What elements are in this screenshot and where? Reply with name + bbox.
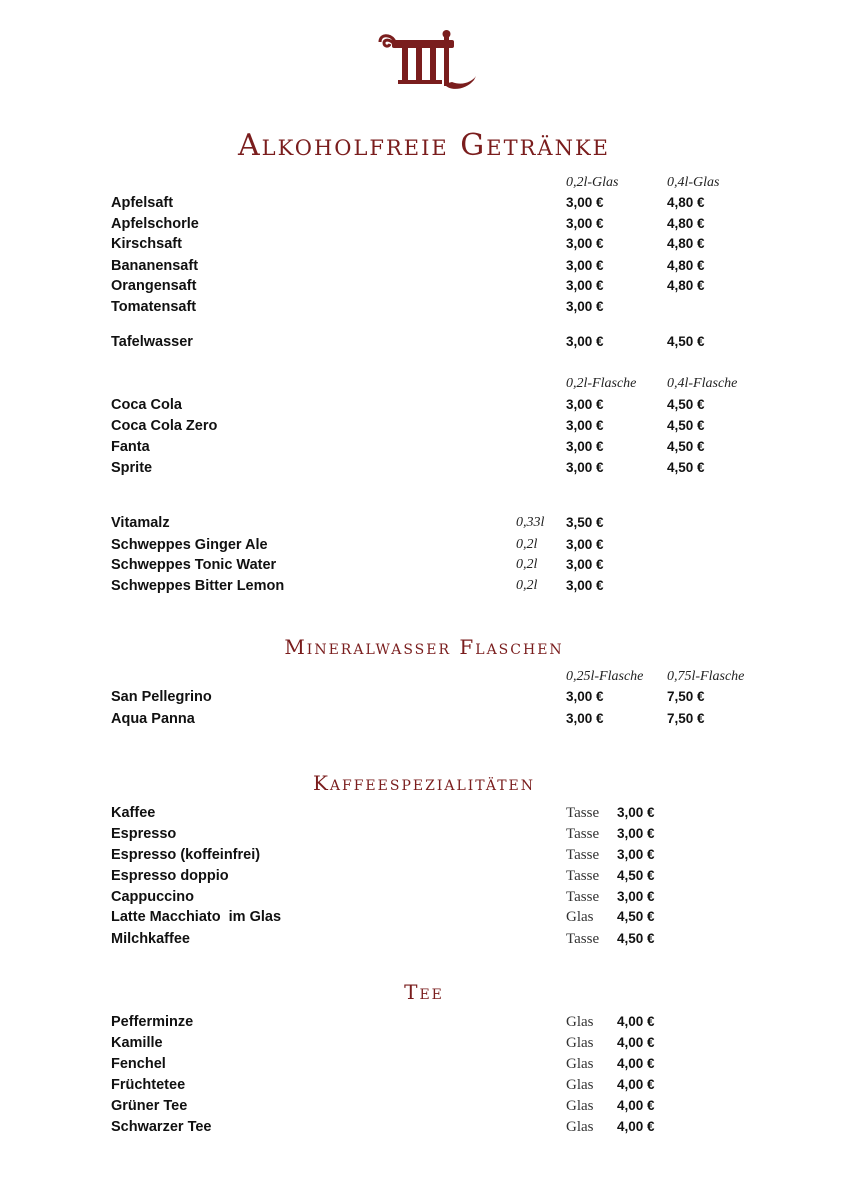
item-unit: Glas (566, 1119, 594, 1135)
menu-row (0, 1098, 848, 1119)
menu-row (0, 460, 848, 481)
price-small: 3,00 € (566, 418, 604, 433)
item-price: 4,50 € (617, 868, 655, 883)
menu-row (0, 299, 848, 320)
item-name: Tomatensaft (111, 299, 197, 315)
header-mineral-small: 0,25l-Flasche (566, 669, 644, 684)
menu-row (0, 258, 848, 279)
item-unit: Tasse (566, 889, 600, 905)
item-name: Sprite (111, 460, 153, 476)
item-price: 3,00 € (566, 578, 604, 593)
menu-row (0, 216, 848, 237)
header-mineral-large: 0,75l-Flasche (667, 669, 745, 684)
item-name: Aqua Panna (111, 711, 195, 727)
item-unit: Glas (566, 909, 594, 925)
price-large: 4,50 € (667, 334, 705, 349)
item-name: Schweppes Tonic Water (111, 557, 277, 573)
item-unit: Glas (566, 1077, 594, 1093)
menu-row (0, 278, 848, 299)
item-unit: Tasse (566, 805, 600, 821)
menu-row (0, 557, 848, 578)
item-name: Kamille (111, 1035, 163, 1051)
item-name: Espresso (111, 826, 177, 842)
item-name: Kaffee (111, 805, 156, 821)
menu-row (0, 909, 848, 930)
price-small: 3,00 € (566, 236, 604, 251)
menu-row (0, 711, 848, 732)
menu-row (0, 1014, 848, 1035)
price-large: 4,80 € (667, 195, 705, 210)
price-large: 4,80 € (667, 258, 705, 273)
header-glas-small: 0,2l-Glas (566, 175, 619, 190)
menu-row (0, 847, 848, 868)
menu-row (0, 515, 848, 536)
price-small: 3,00 € (566, 397, 604, 412)
section-title-mineralwasser: Mineralwasser Flaschen (284, 635, 564, 659)
item-name: Fanta (111, 439, 150, 455)
menu-row (0, 1056, 848, 1077)
price-small: 3,00 € (566, 334, 604, 349)
item-price: 4,00 € (617, 1098, 655, 1113)
item-price: 4,00 € (617, 1077, 655, 1092)
price-small: 3,00 € (566, 689, 604, 704)
menu-row (0, 537, 848, 558)
item-name: Espresso doppio (111, 868, 229, 884)
menu-row (0, 195, 848, 216)
menu-row (0, 439, 848, 460)
item-unit: Tasse (566, 868, 600, 884)
item-price: 4,50 € (617, 931, 655, 946)
menu-row (0, 1119, 848, 1140)
item-volume: 0,2l (516, 557, 538, 572)
item-volume: 0,33l (516, 515, 545, 530)
item-name: Latte Macchiato im Glas (111, 909, 282, 925)
menu-row (0, 397, 848, 418)
price-small: 3,00 € (566, 216, 604, 231)
item-unit: Glas (566, 1056, 594, 1072)
item-name: Grüner Tee (111, 1098, 188, 1114)
price-large: 4,50 € (667, 418, 705, 433)
item-price: 4,00 € (617, 1014, 655, 1029)
price-large: 7,50 € (667, 711, 705, 726)
item-name: Coca Cola (111, 397, 182, 413)
item-price: 3,00 € (566, 557, 604, 572)
item-name: Orangensaft (111, 278, 197, 294)
section-title-alkoholfreie-getraenke: Alkoholfreie Getränke (238, 128, 610, 163)
price-large: 4,80 € (667, 278, 705, 293)
item-name: Espresso (koffeinfrei) (111, 847, 261, 863)
price-small: 3,00 € (566, 711, 604, 726)
menu-row (0, 931, 848, 952)
item-name: Fenchel (111, 1056, 166, 1072)
price-small: 3,00 € (566, 299, 604, 314)
item-price: 4,00 € (617, 1119, 655, 1134)
item-name: Schwarzer Tee (111, 1119, 212, 1135)
header-flasche-large: 0,4l-Flasche (667, 376, 738, 391)
menu-row (0, 418, 848, 439)
restaurant-logo-icon (376, 30, 480, 92)
menu-row (0, 689, 848, 710)
section-title-kaffeespezialitaeten: Kaffeespezialitäten (312, 771, 536, 795)
item-name: Vitamalz (111, 515, 170, 531)
item-volume: 0,2l (516, 578, 538, 593)
menu-row (0, 889, 848, 910)
item-unit: Tasse (566, 826, 600, 842)
item-name: Tafelwasser (111, 334, 193, 350)
price-small: 3,00 € (566, 195, 604, 210)
item-unit: Glas (566, 1098, 594, 1114)
item-name: Kirschsaft (111, 236, 182, 252)
item-unit: Tasse (566, 847, 600, 863)
item-price: 3,00 € (617, 889, 655, 904)
item-name: Pefferminze (111, 1014, 194, 1030)
item-price: 3,00 € (566, 537, 604, 552)
price-large: 4,50 € (667, 439, 705, 454)
item-price: 3,00 € (617, 826, 655, 841)
header-glas-large: 0,4l-Glas (667, 175, 720, 190)
item-price: 4,50 € (617, 909, 655, 924)
item-name: Coca Cola Zero (111, 418, 218, 434)
item-name: Cappuccino (111, 889, 194, 905)
menu-row (0, 578, 848, 599)
menu-row (0, 1035, 848, 1056)
item-volume: 0,2l (516, 537, 538, 552)
menu-row (0, 334, 848, 355)
menu-row (0, 805, 848, 826)
item-price: 3,50 € (566, 515, 604, 530)
item-price: 3,00 € (617, 847, 655, 862)
price-large: 7,50 € (667, 689, 705, 704)
item-unit: Glas (566, 1035, 594, 1051)
price-large: 4,50 € (667, 460, 705, 475)
item-name: Milchkaffee (111, 931, 190, 947)
item-name: Bananensaft (111, 258, 199, 274)
menu-row (0, 868, 848, 889)
section-title-tee: Tee (404, 980, 444, 1004)
menu-row (0, 1077, 848, 1098)
price-large: 4,80 € (667, 236, 705, 251)
menu-row (0, 826, 848, 847)
item-price: 4,00 € (617, 1035, 655, 1050)
item-unit: Glas (566, 1014, 594, 1030)
menu-row (0, 236, 848, 257)
item-name: Schweppes Bitter Lemon (111, 578, 285, 594)
item-name: Schweppes Ginger Ale (111, 537, 268, 553)
header-flasche-small: 0,2l-Flasche (566, 376, 637, 391)
item-price: 3,00 € (617, 805, 655, 820)
price-large: 4,80 € (667, 216, 705, 231)
item-unit: Tasse (566, 931, 600, 947)
price-small: 3,00 € (566, 258, 604, 273)
item-name: San Pellegrino (111, 689, 212, 705)
price-small: 3,00 € (566, 439, 604, 454)
item-price: 4,00 € (617, 1056, 655, 1071)
price-large: 4,50 € (667, 397, 705, 412)
item-name: Apfelschorle (111, 216, 199, 232)
item-name: Früchtetee (111, 1077, 186, 1093)
item-name: Apfelsaft (111, 195, 174, 211)
price-small: 3,00 € (566, 278, 604, 293)
price-small: 3,00 € (566, 460, 604, 475)
